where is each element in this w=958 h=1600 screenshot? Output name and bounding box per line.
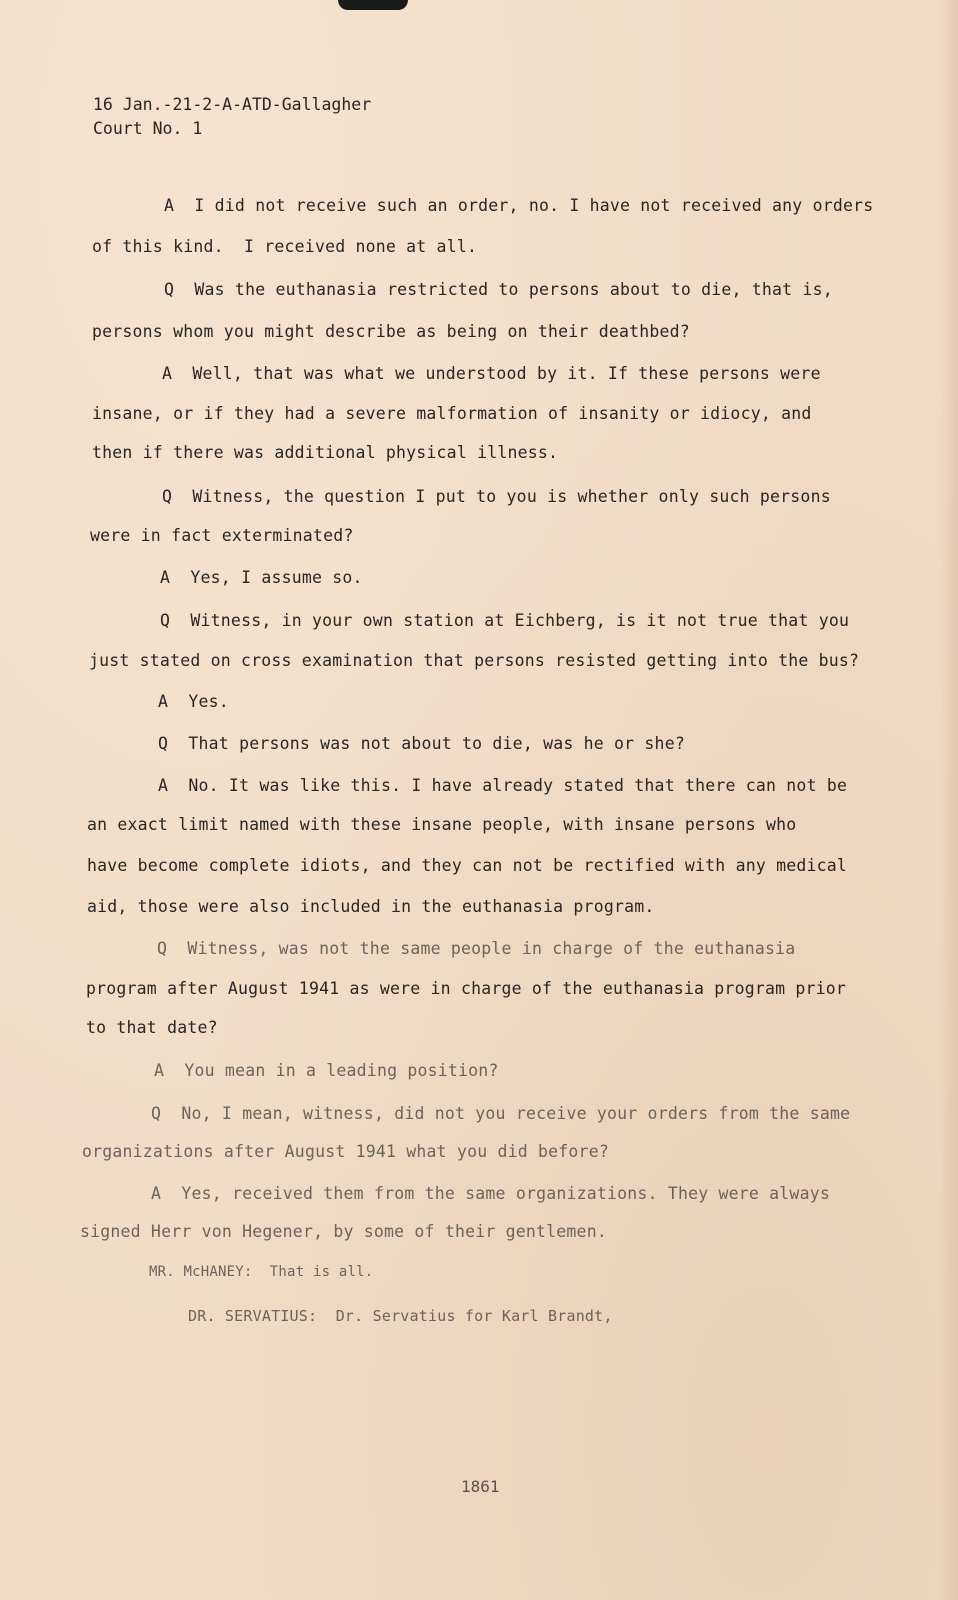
transcript-line: Q Witness, was not the same people in charge of the euthanasia: [157, 939, 796, 958]
transcript-line: program after August 1941 as were in charge of the euthanasia program prior: [86, 979, 847, 998]
transcript-line: were in fact exterminated?: [90, 526, 354, 545]
transcript-line: have become complete idiots, and they can not be rectified with any medical: [87, 856, 848, 875]
transcript-line: A Yes.: [158, 692, 229, 711]
transcript-line: to that date?: [86, 1018, 218, 1037]
paper-edge-shadow: [940, 0, 958, 1600]
transcript-line: insane, or if they had a severe malformation of insanity or idiocy, and: [92, 404, 812, 423]
transcript-line: organizations after August 1941 what you did before?: [82, 1142, 609, 1161]
transcript-line: signed Herr von Hegener, by some of their gentlemen.: [80, 1222, 607, 1241]
header-case-reference: 16 Jan.-21-2-A-ATD-Gallagher: [93, 95, 372, 114]
transcript-line: Q Witness, the question I put to you is whether only such persons: [162, 487, 831, 506]
transcript-line: aid, those were also included in the euthanasia program.: [87, 897, 655, 916]
document-header: [93, 93, 371, 141]
transcript-line: MR. McHANEY: That is all.: [149, 1264, 374, 1280]
transcript-line: DR. SERVATIUS: Dr. Servatius for Karl Brandt,: [188, 1307, 613, 1325]
transcript-line: persons whom you might describe as being on their deathbed?: [92, 322, 690, 341]
transcript-line: A Yes, received them from the same organizations. They were always: [151, 1184, 830, 1203]
page-number: 1861: [461, 1477, 500, 1496]
transcript-line: A No. It was like this. I have already stated that there can not be: [158, 776, 848, 795]
header-court-number: Court No. 1: [93, 119, 203, 138]
transcript-line: A Well, that was what we understood by it. If these persons were: [162, 364, 821, 383]
transcript-line: Q Witness, in your own station at Eichberg, is it not true that you: [160, 611, 850, 630]
transcript-line: A I did not receive such an order, no. I have not received any orders: [164, 196, 874, 215]
transcript-line: Q No, I mean, witness, did not you receive your orders from the same: [151, 1104, 851, 1123]
transcript-line: Q Was the euthanasia restricted to persons about to die, that is,: [164, 280, 833, 299]
transcript-line: just stated on cross examination that persons resisted getting into the bus?: [89, 651, 860, 670]
binding-hole: [338, 0, 408, 10]
transcript-line: of this kind. I received none at all.: [92, 237, 478, 256]
transcript-line: then if there was additional physical illness.: [92, 443, 559, 462]
transcript-line: Q That persons was not about to die, was he or she?: [158, 734, 685, 753]
transcript-line: A Yes, I assume so.: [160, 568, 363, 587]
transcript-line: A You mean in a leading position?: [154, 1061, 499, 1080]
transcript-line: an exact limit named with these insane people, with insane persons who: [87, 815, 797, 834]
